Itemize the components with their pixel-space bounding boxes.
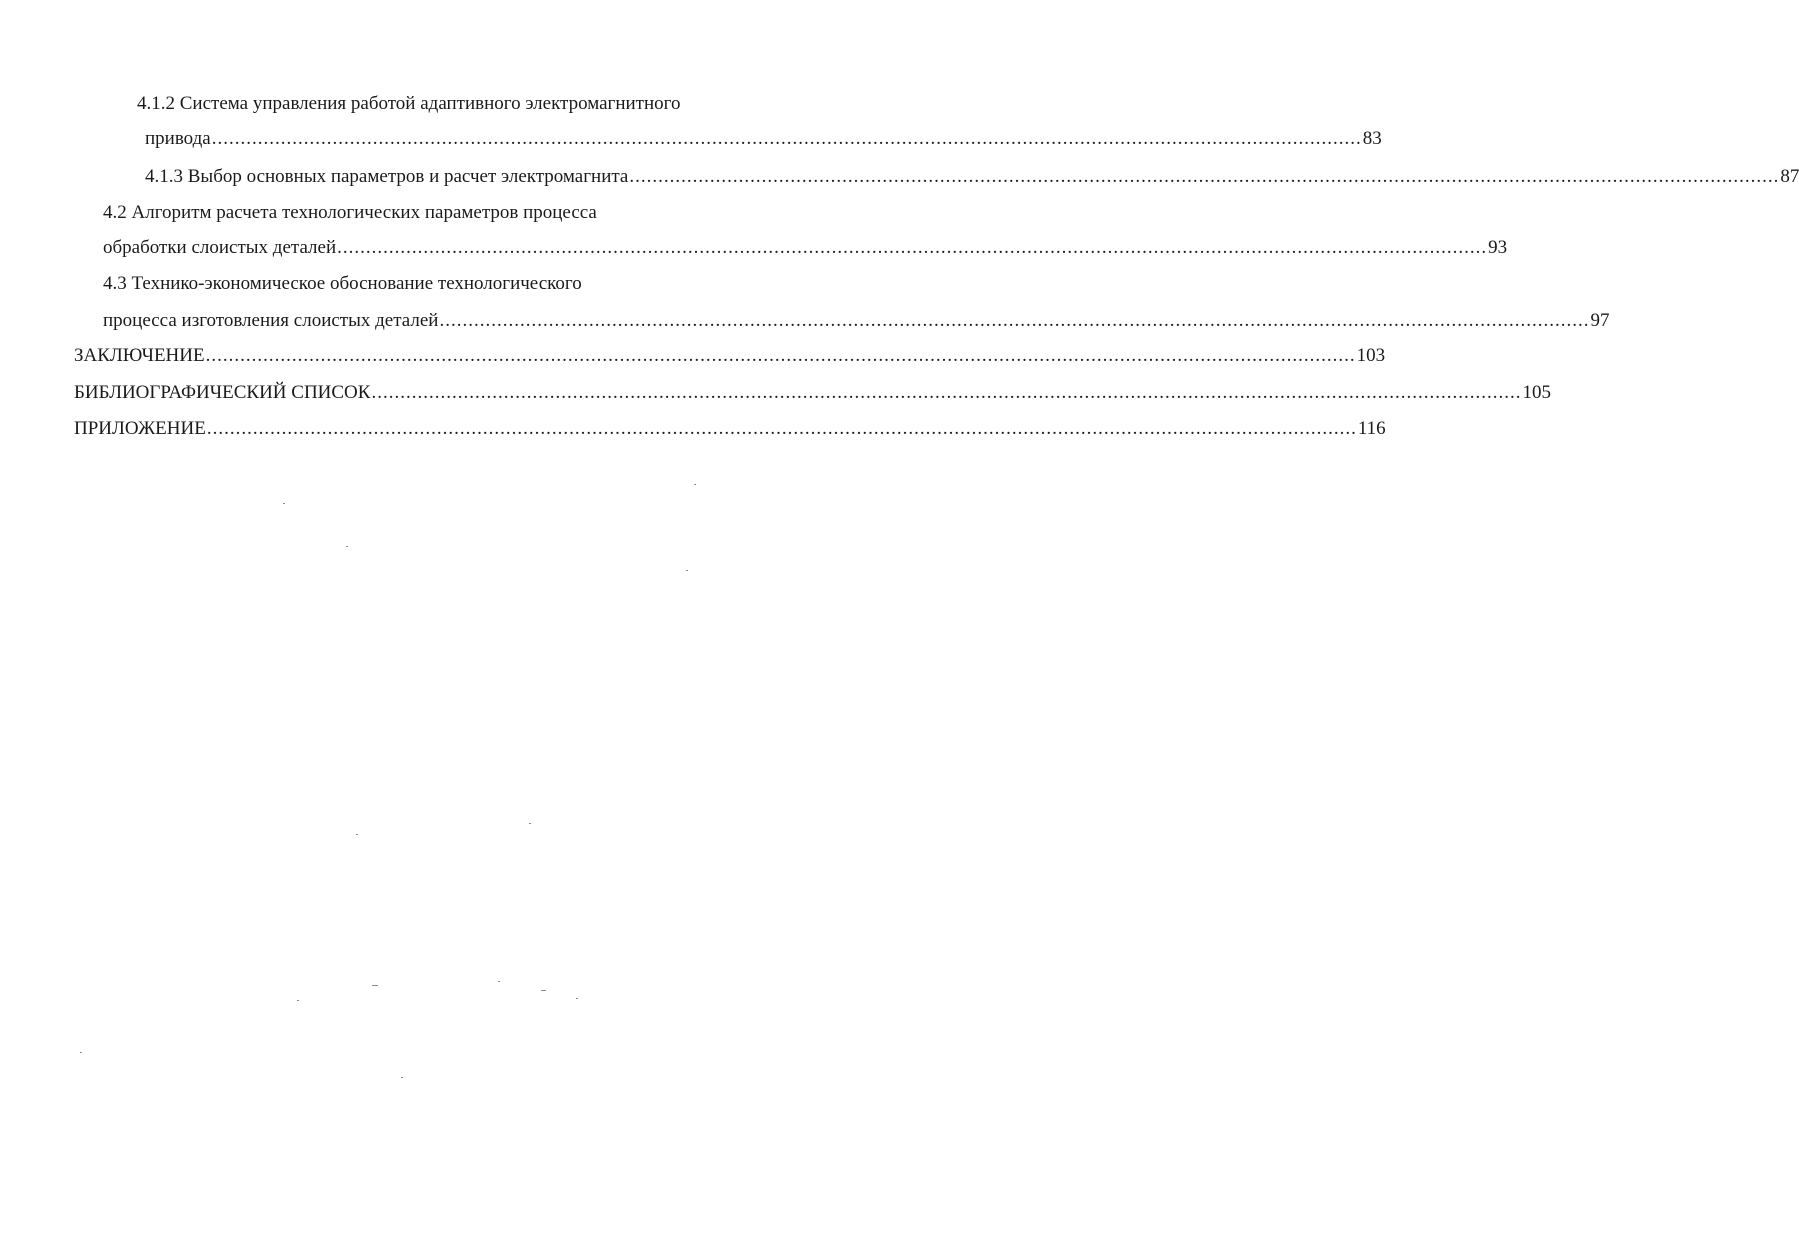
scan-speck [401, 1077, 403, 1078]
toc-entry-appendix [74, 417, 1386, 441]
scan-speck [498, 981, 500, 982]
toc-page-number: 93 [1488, 237, 1508, 258]
scan-speck [541, 990, 546, 991]
toc-entry-4-1-2-line1 [137, 92, 680, 116]
toc-page-number: 83 [1362, 128, 1382, 149]
toc-leader-dots: ........................................................................................................................................................................................................ [439, 310, 1590, 331]
toc-entry-conclusion [74, 344, 1386, 368]
toc-entry-text: ЗАКЛЮЧЕНИЕ [74, 345, 205, 366]
toc-entry-text: 4.1.3 Выбор основных параметров и расчет электромагнита [145, 166, 629, 187]
toc-entry-text: обработки слоистых деталей [103, 237, 337, 258]
scan-speck [372, 985, 378, 986]
toc-page-number: 103 [1356, 345, 1386, 366]
toc-entry-text: привода [145, 128, 211, 149]
toc-entry-4-2-line1 [103, 201, 597, 225]
toc-entry-4-3-line1 [103, 272, 582, 296]
toc-entry-text: 4.1.2 Система управления работой адаптивного электромагнитного [137, 93, 681, 114]
toc-leader-dots: ........................................................................................................................................................................................................ [205, 345, 1356, 366]
toc-leader-dots: ........................................................................................................................................................................................................ [206, 418, 1357, 439]
scan-speck [346, 546, 348, 547]
scan-speck [356, 834, 358, 835]
toc-entry-text: БИБЛИОГРАФИЧЕСКИЙ СПИСОК [74, 382, 371, 403]
scan-speck [694, 484, 696, 485]
scan-speck [529, 823, 531, 824]
toc-page-number: 116 [1357, 418, 1386, 439]
toc-entry-4-1-3 [145, 165, 1799, 189]
toc-page-number: 97 [1590, 310, 1610, 331]
toc-leader-dots: ........................................................................................................................................................................................................ [211, 128, 1362, 149]
scan-speck [576, 998, 578, 999]
scan-speck [283, 503, 285, 504]
toc-entry-4-1-2-line2 [145, 127, 1382, 151]
toc-entry-text: 4.3 Технико-экономическое обоснование технологического [103, 273, 582, 294]
scan-speck [80, 1052, 82, 1053]
toc-entry-text: процесса изготовления слоистых деталей [103, 310, 439, 331]
toc-leader-dots: ........................................................................................................................................................................................................ [337, 237, 1488, 258]
toc-entry-text: 4.2 Алгоритм расчета технологических параметров процесса [103, 202, 597, 223]
scan-speck [686, 570, 688, 571]
toc-leader-dots: ........................................................................................................................................................................................................ [371, 382, 1522, 403]
toc-entry-bibliography [74, 381, 1551, 405]
toc-entry-4-3-line2 [103, 309, 1610, 333]
toc-page-number: 105 [1522, 382, 1551, 403]
toc-leader-dots: ........................................................................................................................................................................................................ [629, 166, 1780, 187]
scan-speck [297, 1000, 299, 1001]
toc-entry-4-2-line2 [103, 236, 1508, 260]
toc-entry-text: ПРИЛОЖЕНИЕ [74, 418, 206, 439]
toc-page-number: 87 [1780, 166, 1799, 187]
